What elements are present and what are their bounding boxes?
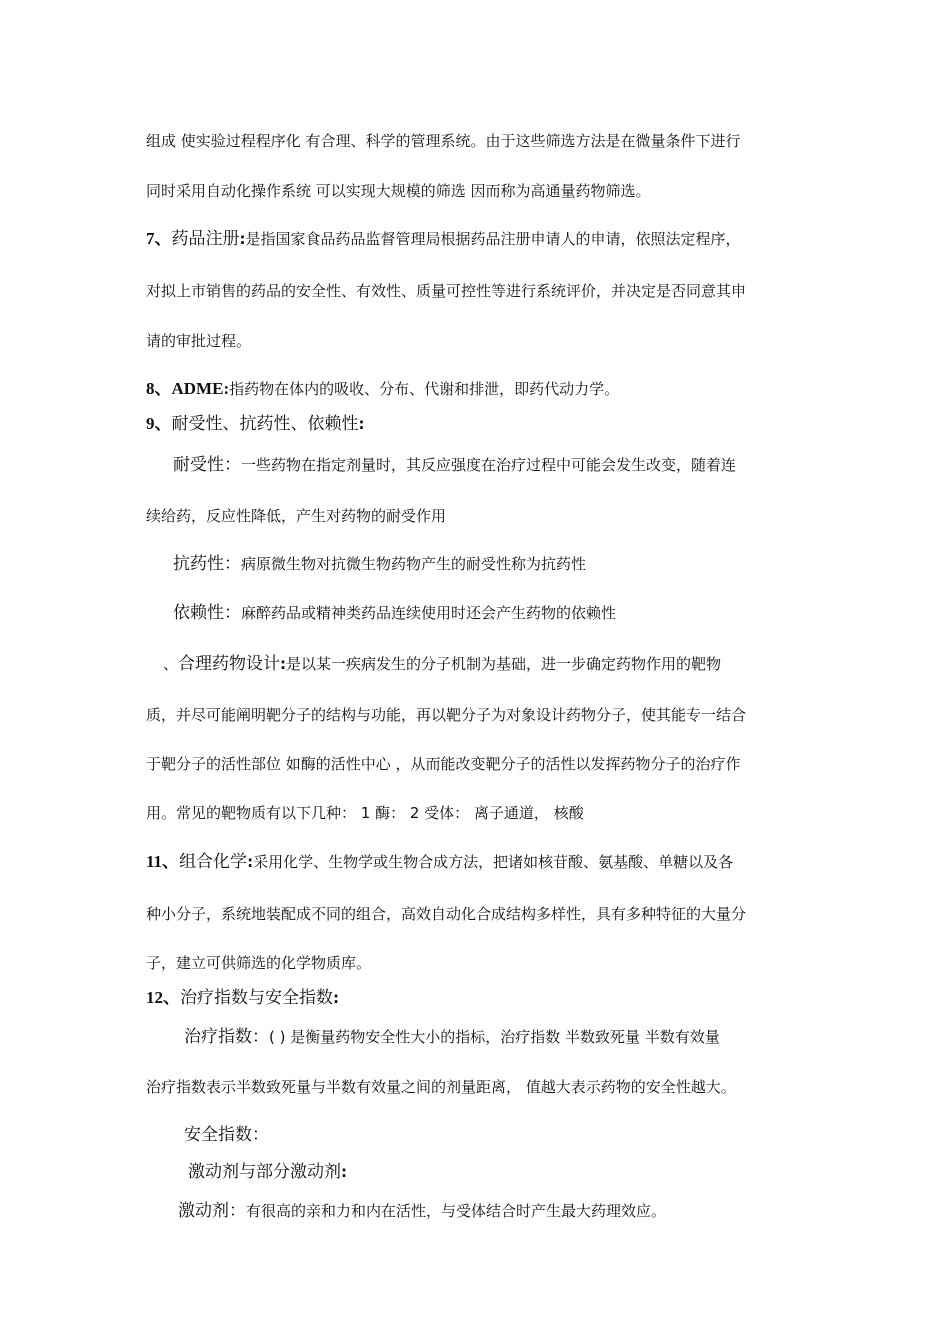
subitem-safety-index [184, 1125, 269, 1145]
definition-text: 采用化学、生物学或生物合成方法，把诸如核苷酸、氨基酸、单糖以及各 [253, 853, 734, 871]
text-line [146, 281, 746, 301]
term: 治疗指数与安全指数 [180, 988, 333, 1008]
paragraph-text: 续给药，反应性降低，产生对药物的耐受作用 [146, 507, 447, 525]
item-8-heading [146, 379, 619, 399]
subterm: 激动剂： [178, 1201, 246, 1221]
definition-text: 是指国家食品药品监督管理局根据药品注册申请人的申请，依照法定程序， [245, 230, 741, 248]
definition-text: 是以某一疾病发生的分子机制为基础，进一步确定药物作用的靶物 [286, 655, 722, 673]
subterm: 依赖性： [173, 603, 241, 623]
term-colon: : [358, 415, 365, 433]
subterm: 安全指数： [184, 1125, 269, 1145]
term: 合理药物设计 [178, 654, 281, 674]
definition-text: 有很高的亲和力和内在活性，与受体结合时产生最大药理效应。 [246, 1202, 667, 1220]
text-line [146, 131, 741, 151]
paragraph-text: 治疗指数表示半数致死量与半数有效量之间的剂量距离， 值越大表示药物的安全性越大。 [146, 1078, 736, 1096]
paragraph-text: 组成 使实验过程程序化 有合理、科学的管理系统。由于这些筛选方法是在微量条件下进行 [146, 132, 741, 150]
definition-text: 一些药物在指定剂量时，其反应强度在治疗过程中可能会发生改变，随着连 [241, 456, 737, 474]
term: 组合化学 [179, 852, 248, 872]
definition-text: 病原微生物对抗微生物药物产生的耐受性称为抗药性 [241, 555, 587, 573]
item-prefix: 、 [163, 655, 179, 673]
subitem-therapeutic-index [184, 1027, 720, 1047]
text-line [146, 705, 746, 725]
subitem-agonist [178, 1201, 666, 1221]
paragraph-text: 子，建立可供筛选的化学物质库。 [146, 954, 372, 972]
item-number: 12、 [146, 988, 180, 1007]
paragraph-text: 用。常见的靶物质有以下几种： 1 酶： 2 受体： 离子通道， 核酸 [146, 804, 584, 822]
text-line [146, 506, 446, 526]
item-11-heading [146, 852, 733, 872]
item-9-heading [146, 414, 365, 434]
text-line [146, 754, 741, 774]
paragraph-text: 对拟上市销售的药品的安全性、有效性、质量可控性等进行系统评价，并决定是否同意其申 [146, 282, 747, 300]
term: 激动剂与部分激动剂 [188, 1162, 341, 1182]
text-line [146, 1077, 736, 1097]
item-13-heading [188, 1162, 347, 1182]
definition-text: 麻醉药品或精神类药品连续使用时还会产生药物的依赖性 [241, 604, 617, 622]
item-10-heading [163, 654, 721, 674]
definition-text: 指药物在体内的吸收、分布、代谢和排泄，即药代动力学。 [229, 380, 620, 398]
term-colon: : [280, 655, 287, 673]
text-line [146, 181, 651, 201]
definition-text: ( ) 是衡量药物安全性大小的指标，治疗指数 半数致死量 半数有效量 [269, 1028, 720, 1046]
item-number: 8、 [146, 379, 172, 398]
term-colon: : [341, 1163, 347, 1181]
subitem-tolerance [173, 455, 736, 475]
term-colon: : [333, 989, 339, 1007]
item-number: 11、 [146, 852, 180, 871]
paragraph-text: 请的审批过程。 [146, 332, 252, 350]
paragraph-text: 同时采用自动化操作系统 可以实现大规模的筛选 因而称为高通量药物筛选。 [146, 182, 651, 200]
subterm: 治疗指数： [184, 1027, 269, 1047]
term-colon: : [247, 853, 254, 871]
paragraph-text: 种小分子，系统地装配成不同的组合，高效自动化合成结构多样性，具有多种特征的大量分 [146, 905, 747, 923]
item-12-heading [146, 988, 339, 1008]
text-line [146, 953, 371, 973]
text-line [146, 803, 584, 823]
term: ADME: [171, 379, 230, 398]
item-7-heading [146, 229, 741, 249]
term: 药品注册 [171, 229, 240, 249]
paragraph-text: 质，并尽可能阐明靶分子的结构与功能，再以靶分子为对象设计药物分子，使其能专一结合 [146, 706, 747, 724]
text-line [146, 331, 251, 351]
subterm: 耐受性： [173, 455, 241, 475]
text-line [146, 904, 746, 924]
term-colon: : [239, 230, 246, 248]
subitem-dependence [173, 603, 616, 623]
subterm: 抗药性： [173, 554, 241, 574]
item-number: 7、 [146, 229, 172, 248]
term: 耐受性、抗药性、依赖性 [171, 414, 359, 434]
subitem-resistance [173, 554, 586, 574]
item-number: 9、 [146, 414, 172, 433]
paragraph-text: 于靶分子的活性部位 如酶的活性中心 ，从而能改变靶分子的活性以发挥药物分子的治疗作 [146, 755, 741, 773]
